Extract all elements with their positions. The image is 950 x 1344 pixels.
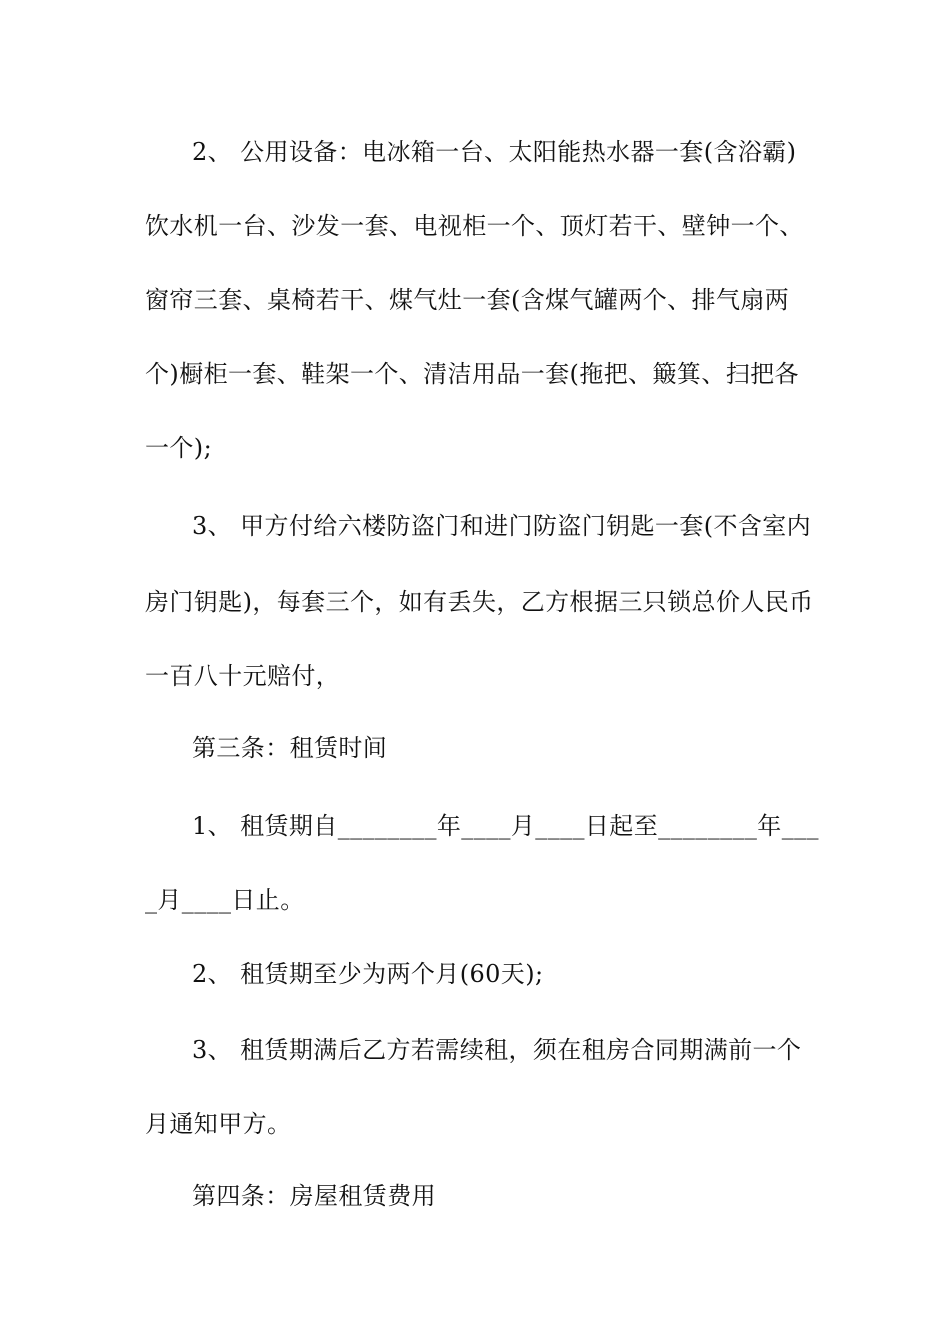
clause-3-line-1: 3、 甲方付给六楼防盗门和进门防盗门钥匙一套(不含室内 <box>192 512 812 540</box>
clause-2-line-3: 窗帘三套、桌椅若干、煤气灶一套(含煤气罐两个、排气扇两 <box>145 286 790 314</box>
clause-2-line-4: 个)橱柜一套、鞋架一个、清洁用品一套(拖把、簸箕、扫把各 <box>145 360 799 388</box>
article-4-heading: 第四条：房屋租赁费用 <box>192 1182 436 1210</box>
clause-2-line-2: 饮水机一台、沙发一套、电视柜一个、顶灯若干、壁钟一个、 <box>145 212 804 240</box>
term-clause-2: 2、 租赁期至少为两个月(60天); <box>192 960 544 988</box>
clause-2-line-1: 2、 公用设备：电冰箱一台、太阳能热水器一套(含浴霸) <box>192 138 797 166</box>
article-3-heading: 第三条：租赁时间 <box>192 734 388 762</box>
clause-2-line-5: 一个); <box>145 434 213 462</box>
term-clause-1-line-2: _月____日止。 <box>145 886 305 914</box>
term-clause-1-line-1: 1、 租赁期自________年____月____日起至________年___ <box>192 812 819 840</box>
clause-3-line-2: 房门钥匙)，每套三个，如有丢失，乙方根据三只锁总价人民币 <box>145 588 814 616</box>
clause-3-line-3: 一百八十元赔付， <box>145 662 341 690</box>
term-clause-3-line-2: 月通知甲方。 <box>145 1110 292 1138</box>
term-clause-3-line-1: 3、 租赁期满后乙方若需续租，须在租房合同期满前一个 <box>192 1036 802 1064</box>
